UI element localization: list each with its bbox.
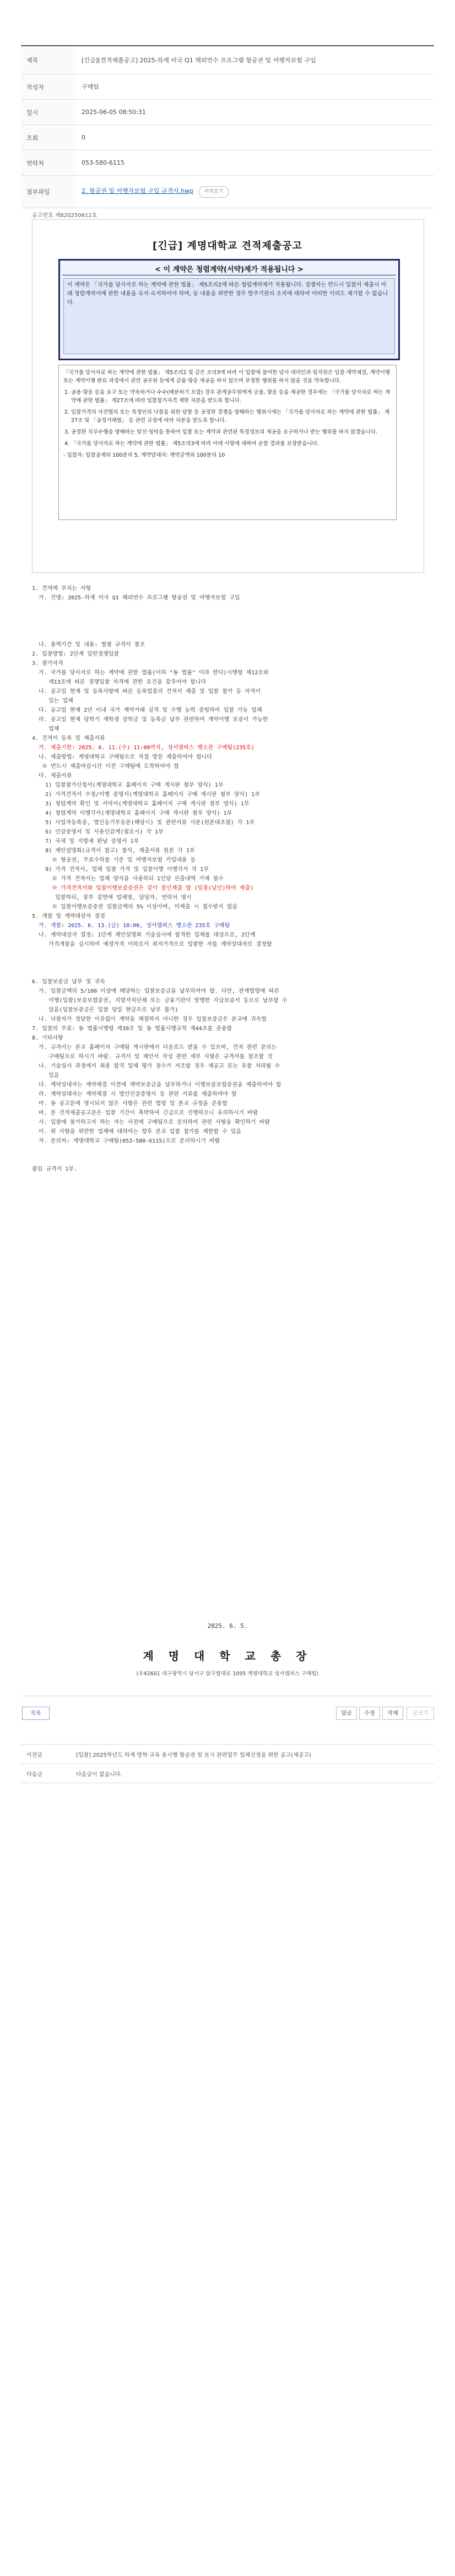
body-line: 나. 용역기간 및 내용: 별첨 규격서 참조: [32, 642, 145, 648]
integrity-pledge-box: [58, 365, 397, 520]
document-title: [긴급] 계명대학교 견적제출공고: [152, 240, 303, 252]
title-label: 제목: [21, 46, 76, 74]
announcement-body: [32, 584, 418, 1211]
body-line: [32, 1193, 418, 1202]
body-line: ※ 입찰이행보증증권 입찰금액의 5% 이상이며, 미제출 시 접수받지 않음: [32, 904, 238, 910]
body-line: 8. 기타사항: [32, 1035, 63, 1041]
title-value: [긴급][견적제출공고] 2025-하계 미국 Q1 해외연수 프로그램 항공권 및 여행자보험 구입: [76, 46, 434, 74]
preview-button[interactable]: 미리보기: [199, 186, 229, 198]
prev-post-link[interactable]: [입찰] 2025학년도 하계 방학·교육 용시행 항공권 및 보시 관련업무 업체선정을 위한 공고(재공고): [71, 1745, 434, 1764]
meta-table: [21, 45, 434, 208]
phone-label: 연락처: [21, 150, 76, 176]
pledge-item: 4. 「국가를 당사자로 하는 계약에 관한 법률」 제5조의3에 따라 아래 사항에 대하여 순찰 결과를 보장받습니다.: [71, 440, 392, 448]
body-line: 다. 제출서류: [32, 773, 72, 779]
body-line: 가격개찰을 실시하여 예정가격 이하로서 최저가격으로 입찰한 자를 계약상대자로 결정함: [32, 941, 272, 948]
body-line: 있음(입찰보증금은 입찰 당일 현금으로 납부 불가): [32, 1007, 178, 1013]
attachment-cell: [76, 176, 434, 208]
body-line: 7) 국세 및 지방세 완납 증명서 1부: [32, 838, 139, 845]
meta-row-author: [21, 74, 434, 100]
body-line: [32, 603, 418, 612]
body-line: ※ 가격견적서와 입찰이행보증증권은 같이 봉인제출 함 (밀봉(날인)하여 제출): [32, 885, 254, 891]
body-line: 7. 입찰의 무효: 동 법률시행령 제39조 및 동 법률시행규칙 제44조를 준용함: [32, 1026, 232, 1032]
body-line: 8) 제안설명회(규격서 참고) 참석, 제출서류 원본 각 1부: [32, 848, 195, 854]
body-line: 가. 규격서는 본교 홈페이지 구매팀 게시판에서 다운로드 받을 수 있으며, 견적 관련 문의는: [32, 1045, 277, 1051]
body-line: [32, 1146, 418, 1155]
body-line: 1) 입찰참가신청서(계명대학교 홈페이지 구매 게시판 첨부 양식) 1부: [32, 782, 224, 788]
post-meta: [21, 45, 434, 208]
next-post-value: 다음글이 없습니다.: [71, 1764, 434, 1783]
post-navigation: [21, 1744, 434, 1783]
meta-row-date: [21, 100, 434, 125]
body-line: 나. 공고일 현재 및 등록사항에 따른 등록업종의 견적서 제출 및 입찰 참가 등 자격이: [32, 689, 261, 695]
date-label: 일시: [21, 100, 76, 125]
address: (우42601 대구광역시 달서구 달구벌대로 1095 계명대학교 성서캠퍼스 구매팀): [136, 1671, 319, 1677]
body-line: 라. 계약상대자는 계약체결 시 법인인감증명서 등 관련 서류를 제출하여야 함: [32, 1091, 237, 1097]
body-line: 다. 공고일 현재 2년 이내 국가 계약거래 실적 및 수행 능력 증빙하여 입찰 가능 업체: [32, 707, 262, 713]
body-line: [32, 1174, 418, 1183]
body-line: [32, 612, 418, 621]
body-line: [32, 968, 418, 977]
body-line: [32, 1183, 418, 1193]
write-button[interactable]: 글쓰기: [407, 1707, 434, 1720]
reply-button[interactable]: 답글: [336, 1707, 357, 1720]
phone-value: 053-580-6115: [76, 150, 434, 176]
body-line: 6. 입찰보증금 납부 및 귀속: [32, 979, 105, 985]
body-line: 바. 본 견적제출공고문은 입찰 기간이 촉박하여 긴급으로 진행하오니 유의하시기 바람: [32, 1110, 258, 1116]
body-line: 제13조에 따른 경쟁입찰 자격에 관한 요건을 갖추어야 합니다: [32, 679, 207, 685]
body-line: 업체: [32, 726, 59, 732]
meta-row-views: [21, 125, 434, 150]
body-line: ※ 항공권, 무료수하물 기준 및 여행자보험 가입내용 등: [32, 857, 196, 863]
body-line: 있음: [32, 1073, 59, 1079]
notice-number: 공고번호 제820250612호: [32, 213, 98, 219]
body-line: [32, 1155, 418, 1165]
body-line: 4. 견적서 등록 및 제출서류: [32, 735, 105, 742]
body-line: 가. 국가를 당사자로 하는 계약에 관한 법률(이하 "동 법률" 이라 한다)시행령 제12조와: [32, 670, 269, 676]
date-value: 2025-06-05 08:50:31: [76, 100, 434, 125]
pledge-footer: - 입찰자: 입찰공제의 100분의 5, 계약당대자: 계약금액의 100분의 10: [63, 452, 225, 458]
meta-row-attachment: [21, 176, 434, 208]
announcement-date: 2025. 6. 5.: [207, 1622, 248, 1630]
author-value: 구매팀: [76, 74, 434, 100]
pledge-intro: 「국가를 당사자로 하는 계약에 관한 법률」 제5조의2 및 같은 조의3에 따라 이 입찰에 참여한 당사 대리인과 임직원은 입찰·계약체결, 계약이행 또는 계약이행 완료 과정에서 관련 공무원 등에게 금품·향응 제공을 하지 않으며 부정한 행위를 하지 않을 것을 약속합니다.: [63, 370, 391, 384]
body-line: ※ 가격 견적서는 업체 양식을 사용하되 1인당 산출내역 기재 필수: [32, 876, 224, 882]
pledge-item: 1. 공용·향응 등을 요구 또는 약속하거나 수수(배분하기 포함) 경우 관계공무원에게 금품, 향응 등을 제공한 경우에는 「국가를 당사자로 하는 계약에 관한 법률」 제27조에 따라 입찰참가자격 제한 처분을 받도록 합니다.: [71, 388, 392, 405]
body-line: 3) 청렴계약 확인 및 서약서(계명대학교 홈페이지 구매 게시판 첨부 양식) 1부: [32, 801, 250, 807]
body-line: 마. 동 공고문에 명시되지 않은 사항은 관련 법령 및 본교 규정을 준용함: [32, 1101, 228, 1107]
delete-button[interactable]: 삭제: [382, 1707, 403, 1720]
pledge-item: 3. 공정한 직무수행을 방해하는 알선·청탁을 통하여 입찰 또는 계약과 관련된 특정정보의 제공을 요구하거나 받는 행위를 하지 않겠습니다.: [71, 428, 392, 436]
attachment-link[interactable]: 2. 항공권 및 여행자보험 구입 규격서.hwp: [82, 187, 194, 194]
body-line: [32, 949, 418, 959]
body-line: [32, 959, 418, 968]
body-line: 나. 기술심사 과정에서 최종 합격 업체 평가 점수가 저조할 경우 재공고 또는 유찰 처리될 수: [32, 1063, 280, 1069]
views-label: 조회: [21, 125, 76, 150]
body-line: 사. 입찰에 참가하고자 하는 자는 사전에 구매팀으로 문의하여 관련 사항을 확인하기 바람: [32, 1119, 270, 1125]
body-line: 가. 입찰금액의 5/100 이상에 해당하는 입찰보증금을 납부하여야 함. 다만, 관계법령에 따른: [32, 988, 279, 994]
body-line: 나. 제출방법: 계명대학교 구매팀으로 직접 방문 제출하여야 합니다: [32, 754, 213, 760]
body-line: 자. 문의처: 계명대학교 구매팀(053-580-6115)으로 문의하시기 바람: [32, 1138, 220, 1144]
body-line: 나. 계약대상자 결정: 1단계 제안설명회 기술심사에 합격한 업체를 대상으로, 2단계: [32, 932, 256, 938]
body-line: 다. 계약상대자는 계약체결 이전에 계약보증금을 납부하거나 이행보증보험증권을 제출하여야 함: [32, 1082, 281, 1088]
body-line: 2. 입찰방법: 2단계 일반경쟁입찰: [32, 651, 120, 657]
body-line: 2) 가격견적서 수정/이행 증명서(계명대학교 홈페이지 구매 게시판 첨부 양식) 1부: [32, 792, 260, 798]
body-line: 구매팀으로 하시기 바람. 규격서 및 제안서 작성 관련 세부 사항은 규격서를 참조할 것: [32, 1054, 273, 1060]
body-line: [32, 631, 418, 640]
body-line: 라. 공고일 현재 당학기 재학생 장학금 및 등록금 납부 관련하여 계약이행 보증이 가능한: [32, 717, 268, 723]
body-line: 입찰하되, 봉투 겉면에 업체명, 담당자, 연락처 명시: [32, 895, 192, 901]
body-line: 3. 참가자격: [32, 661, 63, 667]
body-line: 있는 업체: [32, 698, 73, 704]
body-line: 가. 제출기한: 2025. 6. 11.(수) 11:00까지, 성서캠퍼스 행소관 구매팀(235호): [32, 745, 254, 751]
pledge-list: [63, 388, 392, 448]
list-button[interactable]: 목록: [22, 1707, 50, 1720]
integrity-banner: [58, 259, 400, 360]
meta-row-phone: [21, 150, 434, 176]
body-line: 1. 견적에 부치는 사항: [32, 586, 91, 592]
prev-label: 이전글: [21, 1745, 71, 1764]
banner-text: 이 계약은 「국가를 당사자로 하는 계약에 관한 법률」 제5조의2에 따른 청렴계약제가 적용됩니다. 경쟁자는 반드시 입찰서 제출시 아래 청렴계약서에 관한 내용을 숙지·숙지하여야 하며, 등 내용을 위반한 경우 발주기관의 조치에 대하여 어떠한 이의도 제기할 수 없습니다.: [63, 278, 395, 354]
body-line: 붙임 규격서 1부.: [32, 1166, 78, 1172]
attachment-label: 첨부파일: [21, 176, 76, 208]
views-value: 0: [76, 125, 434, 150]
body-line: 가. 개찰: 2025. 6. 13.(금) 10:00, 성서캠퍼스 행소관 235호 구매팀: [32, 923, 230, 929]
body-line: 나. 낙찰자가 정당한 이유없이 계약을 체결하지 아니한 경우 입찰보증금은 본교에 귀속함: [32, 1016, 267, 1022]
body-line: 4) 청렴계약 이행각서(계명대학교 홈페이지 구매 게시판 첨부 양식) 1부: [32, 810, 232, 816]
body-line: 아. 위 사항을 위반한 업체에 대하여는 향후 본교 입찰 참가를 제한할 수 있음: [32, 1129, 242, 1135]
body-line: 6) 인감증명서 및 사용인감계(필요시) 각 1부: [32, 829, 164, 835]
signature: 계 명 대 학 교 총 장: [143, 1649, 312, 1663]
banner-title: < 이 계약은 청렴계약(서약)제가 적용됩니다 >: [155, 266, 304, 274]
body-line: 가. 건명: 2025-하계 미국 Q1 해외연수 프로그램 항공권 및 여행자보험 구입: [32, 595, 240, 601]
body-line: ※ 반드시 제출마감시간 이전 구매팀에 도착하여야 함: [32, 764, 180, 770]
body-line: [32, 621, 418, 631]
body-line: 9) 가격 견적서, 업체 입찰 가격 및 입찰이행 이행각서 각 1부: [32, 867, 209, 873]
pledge-item: 2. 입찰가격의 사전협의 또는 특정인의 낙찰을 위한 담합 등 공정한 경쟁을 방해하는 행위시에는 「국가를 당사자로 하는 계약에 관한 법률」 제27조 및 「공정거래법」 등 관련 규정에 따라 처분을 받도록 합니다.: [71, 408, 392, 425]
next-label: 다음글: [21, 1764, 71, 1783]
next-post-row: [21, 1764, 434, 1783]
meta-row-title: [21, 46, 434, 74]
prev-post-row[interactable]: [21, 1745, 434, 1764]
author-label: 작성자: [21, 74, 76, 100]
edit-button[interactable]: 수정: [359, 1707, 380, 1720]
body-line: [32, 1202, 418, 1211]
body-line: 5. 개찰 및 계약대상자 결정: [32, 913, 105, 919]
body-line: 5) 사업자등록증, 법인등기부등본(해당시) 및 관련서류 사본(원본대조필) 각 1부: [32, 820, 255, 826]
body-line: 이행(입찰)보증보험증권, 지방자치단체 또는 금융기관이 발행한 지급보증서 등으로 납부할 수: [32, 998, 288, 1004]
